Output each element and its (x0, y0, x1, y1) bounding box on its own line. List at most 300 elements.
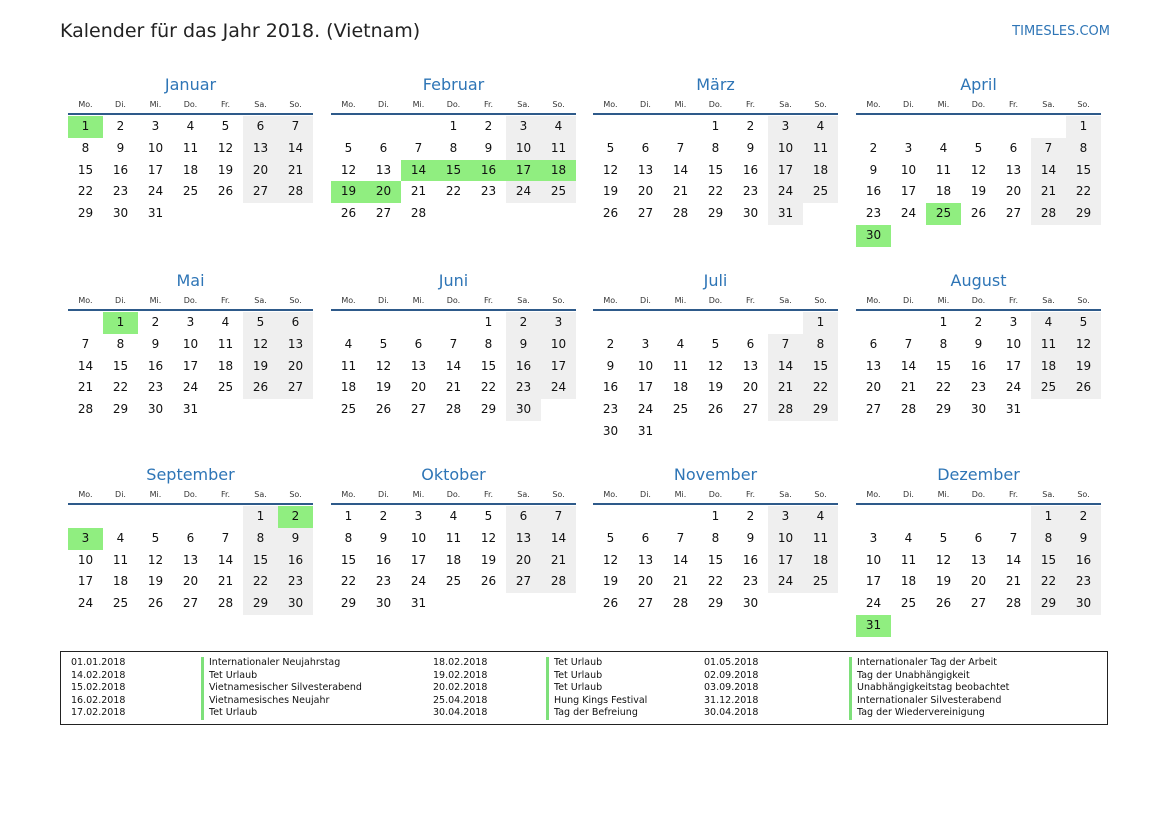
empty-cell (856, 506, 891, 528)
day-cell: 8 (1031, 528, 1066, 550)
day-cell: 28 (900, 402, 917, 417)
day-cell: 1 (1031, 506, 1066, 528)
day-cell: 25 (900, 596, 917, 611)
day-cell: 27 (742, 402, 759, 417)
day-cell: 11 (1031, 334, 1066, 356)
day-cell: 19 (707, 380, 724, 395)
day-cell: 23 (480, 184, 497, 199)
day-cell: 11 (340, 358, 357, 373)
day-cell: 20 (1005, 184, 1022, 199)
day-cell: 18 (803, 160, 838, 182)
day-cell: 2 (746, 509, 755, 523)
empty-cell (1031, 116, 1066, 138)
holiday-names-column (849, 657, 1009, 720)
day-cell: 13 (637, 162, 654, 177)
month-name: August (950, 271, 1007, 290)
empty-cell (593, 312, 628, 334)
day-cell: 28 (445, 402, 462, 417)
holiday-day-cell: 30 (856, 225, 891, 247)
day-cell: 22 (1031, 571, 1066, 593)
day-grid (593, 312, 838, 443)
holiday-date: 15.02.2018 (71, 682, 126, 694)
day-cell: 28 (672, 206, 689, 221)
day-cell: 13 (970, 552, 987, 567)
day-cell: 25 (445, 574, 462, 589)
day-cell: 15 (1066, 160, 1101, 182)
holiday-name: Internationaler Silvesterabend (849, 695, 1009, 708)
day-cell: 5 (379, 336, 388, 351)
holiday-dates-column (704, 657, 758, 720)
weekday-label: So. (552, 490, 565, 499)
day-cell: 26 (970, 206, 987, 221)
day-cell: 17 (541, 356, 576, 378)
weekday-label: Sa. (779, 490, 792, 499)
day-cell: 29 (243, 593, 278, 615)
day-grid (331, 312, 576, 421)
day-cell: 25 (803, 181, 838, 203)
day-grid (68, 506, 313, 615)
day-cell: 15 (707, 552, 724, 567)
month-name: Mai (176, 271, 205, 290)
day-cell: 22 (445, 184, 462, 199)
day-cell: 25 (217, 380, 234, 395)
empty-cell (103, 506, 138, 528)
page-title: Kalender für das Jahr 2018. (Vietnam) (60, 20, 421, 42)
day-cell: 5 (344, 140, 353, 155)
day-cell: 25 (541, 181, 576, 203)
day-cell: 26 (935, 596, 952, 611)
day-cell: 25 (1031, 377, 1066, 399)
weekday-label: Di. (640, 100, 651, 109)
day-cell: 28 (672, 596, 689, 611)
day-cell: 17 (768, 160, 803, 182)
day-cell: 17 (182, 358, 199, 373)
holiday-day-cell: 14 (401, 160, 436, 182)
day-cell: 2 (506, 312, 541, 334)
day-cell: 15 (707, 162, 724, 177)
holiday-names-column (201, 657, 362, 720)
weekday-label: Do. (971, 296, 986, 305)
day-cell: 30 (602, 423, 619, 438)
day-cell: 9 (116, 140, 125, 155)
weekday-label: Fr. (483, 100, 494, 109)
day-cell: 27 (637, 596, 654, 611)
day-cell: 31 (410, 596, 427, 611)
holiday-date: 20.02.2018 (433, 682, 488, 694)
day-cell: 31 (1005, 402, 1022, 417)
day-cell: 2 (746, 119, 755, 133)
holiday-day-cell: 1 (68, 116, 103, 138)
day-cell: 5 (484, 509, 493, 523)
day-cell: 22 (480, 380, 497, 395)
weekday-label: Di. (903, 100, 914, 109)
day-cell: 6 (641, 140, 650, 155)
day-cell: 5 (151, 530, 160, 545)
day-cell: 25 (672, 402, 689, 417)
day-cell: 30 (970, 402, 987, 417)
day-cell: 27 (182, 596, 199, 611)
holiday-day-cell: 25 (926, 203, 961, 225)
day-cell: 8 (711, 140, 720, 155)
day-cell: 22 (77, 184, 94, 199)
day-cell: 4 (803, 506, 838, 528)
weekday-label: Mo. (78, 100, 93, 109)
day-cell: 14 (672, 552, 689, 567)
weekday-header (68, 487, 313, 505)
month-name: Januar (164, 75, 217, 94)
day-cell: 18 (445, 552, 462, 567)
day-cell: 27 (278, 377, 313, 399)
day-cell: 5 (1066, 312, 1101, 334)
day-cell: 1 (711, 119, 720, 133)
weekday-label: Sa. (517, 100, 530, 109)
day-cell: 14 (900, 358, 917, 373)
day-cell: 31 (147, 206, 164, 221)
weekday-label: Do. (183, 296, 198, 305)
day-cell: 14 (1031, 160, 1066, 182)
day-cell: 25 (112, 596, 129, 611)
day-cell: 5 (221, 119, 230, 133)
month-name: Juli (703, 271, 728, 290)
day-cell: 21 (672, 184, 689, 199)
empty-cell (996, 506, 1031, 528)
holiday-name: Tet Urlaub (546, 670, 647, 683)
day-cell: 17 (900, 184, 917, 199)
holiday-name: Tet Urlaub (201, 670, 362, 683)
month-januar (68, 73, 313, 225)
day-cell: 13 (506, 528, 541, 550)
holiday-day-cell: 15 (436, 160, 471, 182)
empty-cell (331, 116, 366, 138)
day-cell: 9 (1066, 528, 1101, 550)
month-märz (593, 73, 838, 225)
empty-cell (68, 506, 103, 528)
day-cell: 30 (1066, 593, 1101, 615)
day-cell: 6 (974, 530, 983, 545)
day-cell: 21 (672, 574, 689, 589)
day-cell: 17 (768, 550, 803, 572)
day-cell: 30 (506, 399, 541, 421)
weekday-label: Mi. (412, 490, 425, 499)
day-cell: 30 (742, 206, 759, 221)
day-cell: 6 (379, 140, 388, 155)
day-cell: 10 (506, 138, 541, 160)
holiday-day-cell: 17 (506, 160, 541, 182)
weekday-label: Di. (115, 100, 126, 109)
weekday-label: Do. (708, 296, 723, 305)
weekday-label: So. (1077, 100, 1090, 109)
day-cell: 4 (676, 336, 685, 351)
weekday-label: Mo. (341, 100, 356, 109)
day-cell: 8 (1066, 138, 1101, 160)
month-name: Dezember (937, 465, 1020, 484)
day-cell: 5 (711, 336, 720, 351)
holiday-day-cell: 31 (856, 615, 891, 637)
day-cell: 17 (77, 574, 94, 589)
day-cell: 23 (147, 380, 164, 395)
day-cell: 16 (742, 552, 759, 567)
day-cell: 18 (803, 550, 838, 572)
day-cell: 19 (602, 184, 619, 199)
day-cell: 1 (803, 312, 838, 334)
day-cell: 26 (602, 206, 619, 221)
day-cell: 9 (379, 530, 388, 545)
day-cell: 5 (606, 140, 615, 155)
holiday-date: 30.04.2018 (704, 707, 759, 719)
day-cell: 21 (278, 160, 313, 182)
empty-cell (208, 506, 243, 528)
day-cell: 8 (939, 336, 948, 351)
day-cell: 8 (243, 528, 278, 550)
day-cell: 23 (970, 380, 987, 395)
day-cell: 21 (541, 550, 576, 572)
day-cell: 9 (746, 530, 755, 545)
day-cell: 27 (1005, 206, 1022, 221)
day-cell: 29 (803, 399, 838, 421)
weekday-label: Mo. (78, 490, 93, 499)
weekday-label: Sa. (254, 100, 267, 109)
weekday-label: Mo. (341, 490, 356, 499)
day-cell: 4 (186, 119, 195, 133)
weekday-label: Fr. (220, 100, 231, 109)
day-cell: 28 (768, 399, 803, 421)
weekday-header (593, 97, 838, 115)
day-cell: 6 (414, 336, 423, 351)
day-cell: 28 (77, 402, 94, 417)
day-cell: 23 (1066, 571, 1101, 593)
day-cell: 15 (935, 358, 952, 373)
month-name: März (696, 75, 735, 94)
day-cell: 21 (900, 380, 917, 395)
day-cell: 29 (340, 596, 357, 611)
day-cell: 4 (116, 530, 125, 545)
holiday-date: 02.09.2018 (704, 669, 759, 681)
day-cell: 12 (375, 358, 392, 373)
month-name: Juni (438, 271, 469, 290)
month-november (593, 463, 838, 615)
day-cell: 14 (541, 528, 576, 550)
day-cell: 23 (506, 377, 541, 399)
day-cell: 6 (243, 116, 278, 138)
day-cell: 20 (410, 380, 427, 395)
day-cell: 8 (116, 336, 125, 351)
day-cell: 1 (711, 509, 720, 523)
day-cell: 1 (243, 506, 278, 528)
day-cell: 23 (278, 571, 313, 593)
day-cell: 16 (112, 162, 129, 177)
weekday-label: Mo. (341, 296, 356, 305)
weekday-header (856, 293, 1101, 311)
day-cell: 7 (1031, 138, 1066, 160)
day-cell: 28 (541, 571, 576, 593)
day-cell: 7 (449, 336, 458, 351)
day-cell: 16 (970, 358, 987, 373)
day-cell: 15 (803, 356, 838, 378)
weekday-label: Mo. (603, 100, 618, 109)
holiday-name: Hung Kings Festival (546, 695, 647, 708)
day-cell: 29 (1031, 593, 1066, 615)
day-cell: 19 (147, 574, 164, 589)
holiday-date: 18.02.2018 (433, 657, 488, 668)
weekday-label: So. (552, 296, 565, 305)
day-grid (856, 506, 1101, 637)
day-cell: 10 (900, 162, 917, 177)
weekday-label: Do. (446, 296, 461, 305)
empty-cell (593, 506, 628, 528)
day-cell: 17 (410, 552, 427, 567)
day-cell: 11 (900, 552, 917, 567)
day-cell: 17 (147, 162, 164, 177)
day-cell: 5 (939, 530, 948, 545)
weekday-label: Do. (446, 100, 461, 109)
weekday-label: Di. (378, 490, 389, 499)
day-grid (593, 506, 838, 615)
day-cell: 20 (506, 550, 541, 572)
day-cell: 8 (449, 140, 458, 155)
day-cell: 12 (602, 552, 619, 567)
weekday-label: Fr. (745, 490, 756, 499)
day-cell: 12 (480, 530, 497, 545)
day-cell: 19 (375, 380, 392, 395)
empty-cell (926, 506, 961, 528)
day-cell: 21 (1005, 574, 1022, 589)
day-cell: 15 (243, 550, 278, 572)
day-cell: 28 (278, 181, 313, 203)
day-cell: 23 (375, 574, 392, 589)
empty-cell (663, 116, 698, 138)
day-cell: 6 (186, 530, 195, 545)
day-cell: 28 (1031, 203, 1066, 225)
day-cell: 9 (278, 528, 313, 550)
empty-cell (68, 312, 103, 334)
day-cell: 24 (768, 571, 803, 593)
weekday-label: So. (1077, 490, 1090, 499)
day-cell: 10 (768, 528, 803, 550)
month-juli (593, 269, 838, 443)
weekday-label: Di. (115, 296, 126, 305)
day-cell: 23 (112, 184, 129, 199)
weekday-label: Do. (708, 490, 723, 499)
brand-link[interactable]: TIMESLES.COM (1012, 24, 1110, 39)
weekday-label: Sa. (517, 490, 530, 499)
day-cell: 4 (541, 116, 576, 138)
day-cell: 7 (1009, 530, 1018, 545)
weekday-label: So. (289, 100, 302, 109)
day-cell: 20 (637, 574, 654, 589)
day-cell: 24 (506, 181, 541, 203)
day-cell: 15 (1031, 550, 1066, 572)
day-cell: 18 (182, 162, 199, 177)
weekday-label: Mo. (866, 296, 881, 305)
day-cell: 7 (768, 334, 803, 356)
empty-cell (856, 116, 891, 138)
holiday-name: Tag der Wiedervereinigung (849, 707, 1009, 720)
weekday-label: Mo. (866, 490, 881, 499)
day-cell: 6 (641, 530, 650, 545)
weekday-header (856, 97, 1101, 115)
day-cell: 18 (1031, 356, 1066, 378)
day-cell: 26 (707, 402, 724, 417)
weekday-label: Fr. (483, 490, 494, 499)
day-cell: 12 (243, 334, 278, 356)
empty-cell (961, 116, 996, 138)
weekday-header (331, 293, 576, 311)
weekday-label: Fr. (483, 296, 494, 305)
day-cell: 26 (147, 596, 164, 611)
weekday-label: Do. (708, 100, 723, 109)
empty-cell (138, 506, 173, 528)
day-cell: 31 (182, 402, 199, 417)
weekday-label: Mi. (674, 490, 687, 499)
holiday-name: Unabhängigkeitstag beobachtet (849, 682, 1009, 695)
empty-cell (628, 312, 663, 334)
day-cell: 12 (1066, 334, 1101, 356)
day-cell: 29 (480, 402, 497, 417)
weekday-label: Di. (378, 296, 389, 305)
weekday-header (331, 97, 576, 115)
weekday-label: Mi. (149, 296, 162, 305)
day-cell: 1 (449, 119, 458, 133)
empty-cell (698, 312, 733, 334)
day-cell: 10 (77, 552, 94, 567)
day-cell: 21 (445, 380, 462, 395)
day-cell: 18 (672, 380, 689, 395)
day-cell: 26 (217, 184, 234, 199)
holiday-date: 19.02.2018 (433, 669, 488, 681)
day-cell: 11 (217, 336, 234, 351)
day-cell: 13 (742, 358, 759, 373)
weekday-label: Fr. (220, 296, 231, 305)
empty-cell (628, 116, 663, 138)
day-cell: 2 (606, 336, 615, 351)
day-cell: 7 (414, 140, 423, 155)
weekday-label: Mo. (603, 490, 618, 499)
weekday-label: Do. (971, 490, 986, 499)
day-cell: 13 (865, 358, 882, 373)
day-grid (331, 506, 576, 615)
weekday-label: So. (289, 490, 302, 499)
day-cell: 15 (112, 358, 129, 373)
weekday-label: Mi. (149, 100, 162, 109)
day-cell: 5 (974, 140, 983, 155)
day-cell: 11 (803, 528, 838, 550)
month-name: September (146, 465, 235, 484)
month-oktober (331, 463, 576, 615)
day-cell: 3 (768, 506, 803, 528)
day-cell: 20 (970, 574, 987, 589)
day-cell: 10 (147, 140, 164, 155)
day-cell: 24 (1005, 380, 1022, 395)
day-cell: 8 (484, 336, 493, 351)
day-cell: 6 (869, 336, 878, 351)
weekday-header (593, 293, 838, 311)
day-cell: 26 (1066, 377, 1101, 399)
day-cell: 27 (865, 402, 882, 417)
weekday-label: Mi. (937, 490, 950, 499)
day-cell: 21 (1031, 181, 1066, 203)
day-cell: 26 (480, 574, 497, 589)
holiday-date: 03.09.2018 (704, 682, 759, 694)
day-cell: 11 (672, 358, 689, 373)
empty-cell (663, 506, 698, 528)
day-cell: 12 (935, 552, 952, 567)
day-cell: 31 (768, 203, 803, 225)
weekday-label: Di. (903, 296, 914, 305)
day-cell: 3 (151, 119, 160, 133)
day-cell: 16 (375, 552, 392, 567)
day-cell: 14 (77, 358, 94, 373)
month-dezember (856, 463, 1101, 637)
